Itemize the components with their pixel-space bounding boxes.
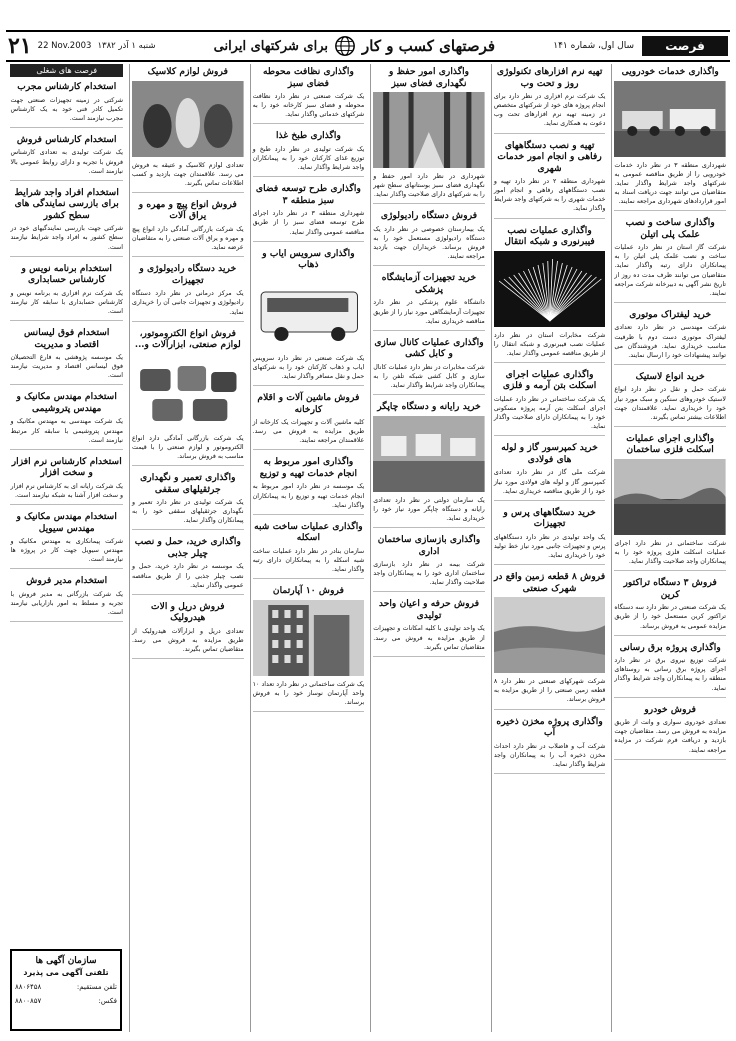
ad-title: واگذاری نظافت محوطه فضای سبز xyxy=(262,66,354,89)
ad-title: فروش ۸ قطعه زمین واقع در شهرک صنعتی xyxy=(493,571,606,594)
ad-body: کلیه ماشین آلات و تجهیزات یک کارخانه از طریق مزایده به فروش می رسد. علاقمندان مراجعه نمایند. xyxy=(252,419,365,445)
ad-title: واگذاری امور مربوط به انجام خدمات تهیه و توزیع xyxy=(259,456,358,479)
ad-title: واگذاری ساخت و نصب علمک پلی اتیلن xyxy=(625,217,715,240)
classified-ad xyxy=(253,585,365,712)
ad-body: شرکتی در زمینه تجهیزات صنعتی جهت تکمیل کادر فنی خود به یک کارشناس مجرب نیازمند است. xyxy=(10,96,124,122)
classified-ad xyxy=(614,217,726,303)
page-header xyxy=(6,30,730,62)
fax-number: ۸۸۰۰۸۵۷ xyxy=(15,997,42,1005)
ad-title: استخدام مهندس مکانیک و مهندس پتروشیمی xyxy=(16,391,117,414)
classified-ad xyxy=(253,66,365,124)
ad-title: استخدام مهندس مکانیک و مهندس سیویل xyxy=(16,511,117,534)
ad-body: شرکت پیمانکاری به مهندس مکانیک و مهندس سیویل جهت کار در پروژه ها نیازمند است. xyxy=(10,538,124,564)
ad-body: تعدادی لوازم کلاسیک و عتیقه به فروش می رسد. علاقمندان جهت بازدید و کسب اطلاعات تماس بگیرند. xyxy=(132,161,244,187)
ad-body: یک شرکت بازرگانی آمادگی دارد انواع الکتروموتور و لوازم صنعتی را با قیمت مناسب به فروش برساند. xyxy=(132,434,244,460)
ad-title: واگذاری طبخ غذا xyxy=(275,130,341,142)
ad-body: یک شرکت نرم افزاری در نظر دارد برای انجام پروژه های خود از شرکتهای متخصص در زمینه تهیه نرم افزارهای تحت وب دعوت به همکاری نماید. xyxy=(493,93,606,128)
ad-title: واگذاری عملیات ساخت شبه اسکله xyxy=(254,520,363,544)
ad-body: شرکت گاز استان در نظر دارد عملیات ساخت و نصب علمک پلی اتیلن را به پیمانکاران دارای رتبه واگذار نماید. متقاضیان می توانند ظرف مدت ده روز از تاریخ نشر آگهی به دبیرخانه شرکت مراجعه نمایند. xyxy=(614,244,726,297)
classified-ad xyxy=(494,66,606,134)
ad-title: فروش خودرو xyxy=(644,703,697,715)
classified-ad xyxy=(253,248,365,386)
columns-container xyxy=(8,64,728,1032)
classified-ad xyxy=(614,309,726,365)
ad-title: واگذاری عملیات اجرای اسکلت بتن آرمه و فلزی xyxy=(502,368,597,392)
classified-ad xyxy=(373,598,485,656)
ad-body: یک شرکت نرم افزاری به برنامه نویس و کارشناس حسابداری با سابقه کار نیازمند است. xyxy=(10,289,124,315)
ad-body: یک شرکت تولیدی در نظر دارد طبخ و توزیع غذای کارکنان خود را به پیمانکاران واجد شرایط واگذار نماید. xyxy=(252,145,365,172)
column-3 xyxy=(370,64,487,1032)
ad-title: خرید انواع لاستیک xyxy=(635,370,705,382)
ad-body: یک سازمان دولتی در نظر دارد تعدادی رایانه و دستگاه چاپگر مورد نیاز خود را خریداری نماید. xyxy=(373,496,485,522)
ad-body: شرکت مخابرات استان در نظر دارد عملیات نصب فیبرنوری و شبکه انتقال را از طریق مناقصه عمومی واگذار نماید. xyxy=(493,331,606,357)
ad-body: یک موسسه در نظر دارد خرید، حمل و نصب چیلر جذبی را از طریق مناقصه عمومی واگذار نماید. xyxy=(132,563,244,589)
ad-body: دانشگاه علوم پزشکی در نظر دارد تجهیزات آزمایشگاهی مورد نیاز را از طریق مناقصه خریداری نماید. xyxy=(373,299,485,325)
column-2 xyxy=(491,64,608,1032)
classified-ad xyxy=(10,134,123,181)
header-right xyxy=(553,36,730,56)
ad-body: یک شرکت صنعتی در نظر دارد سه دستگاه تراکتور کرین مستعمل خود را از طریق مزایده عمومی به فروش برساند. xyxy=(614,604,726,630)
ad-title: خرید دستگاه رادیولوژی و تجهیزات xyxy=(139,263,237,286)
classified-org-box xyxy=(10,949,122,1031)
classified-ad xyxy=(614,66,726,211)
ad-title: واگذاری اجرای عملیات اسکلت فلزی ساختمان xyxy=(626,432,715,456)
page-title: فرصتهای کسب و کار xyxy=(362,37,496,55)
classified-ad xyxy=(614,433,726,571)
org-slogan: تلفنی آگهی می پذیرد xyxy=(23,968,109,977)
ad-body: یک شرکت صنعتی در نظر دارد سرویس ایاب و ذهاب کارکنان خود را به شرکتهای حمل و نقل مسافر واگذار نماید. xyxy=(252,354,365,380)
ad-body: یک شرکت رایانه ای به کارشناس نرم افزار و سخت افزار آشنا به شبکه نیازمند است. xyxy=(10,482,124,499)
classified-ad xyxy=(10,187,123,257)
ad-title: فروش ۳ دستگاه تراکتور کرین xyxy=(623,577,717,600)
ad-photo xyxy=(614,459,726,535)
classified-ad xyxy=(132,263,244,321)
ad-photo xyxy=(614,81,726,157)
ad-body: شهرداری منطقه ۳ در نظر دارد اجرای طرح توسعه فضای سبز را از طریق مناقصه عمومی واگذار نماید. xyxy=(252,210,365,236)
ad-body: یک شرکت ساختمانی در نظر دارد عملیات اجرای اسکلت بتن آرمه پروژه مسکونی خود را به پیمانکاران دارای صلاحیت واگذار نماید. xyxy=(493,395,606,431)
ad-title: تهیه و نصب دستگاههای رفاهی و انجام امور خدمات شهری xyxy=(497,139,602,174)
ad-title: استخدام برنامه نویس و کارشناس حسابداری xyxy=(21,262,112,286)
column-4 xyxy=(250,64,367,1032)
ad-title: واگذاری خدمات خودرویی xyxy=(621,66,719,77)
page-subtitle: برای شرکتهای ایرانی xyxy=(213,38,329,54)
ad-body: شهرداری در نظر دارد امور حفظ و نگهداری فضای سبز بوستانهای سطح شهر را به شرکتهای دارای صلاحیت واگذار نماید. xyxy=(373,173,485,199)
ad-title: تهیه نرم افزارهای تکنولوژی روز و تحت وب xyxy=(496,66,603,89)
ad-title: خرید رایانه و دستگاه چاپگر xyxy=(377,401,481,413)
classified-ad xyxy=(253,456,365,514)
page-number: ۲۱ xyxy=(8,33,32,59)
ad-title: واگذاری پروژه مخزن ذخیره آب xyxy=(496,715,603,738)
ad-body: یک واحد تولیدی با کلیه امکانات و تجهیزات از طریق مزایده به فروش می رسد. متقاضیان تماس بگیرند. xyxy=(373,625,485,651)
phone-number: ۸۸۰۶۴۵۸ xyxy=(15,983,42,991)
org-phone-row xyxy=(15,983,117,991)
header-left xyxy=(6,33,155,59)
ad-title: واگذاری طرح توسعه فضای سبز منطقه ۳ xyxy=(255,183,361,206)
ad-title: واگذاری پروژه برق رسانی xyxy=(619,641,721,653)
fax-label: فکس: xyxy=(98,997,117,1005)
date-persian: شنبه ۱ آذر ۱۳۸۲ xyxy=(97,41,156,51)
ad-title: واگذاری تعمیر و نگهداری جرثقیلهای سقفی xyxy=(140,472,236,495)
org-fax-row xyxy=(15,997,117,1005)
ad-title: استخدام کارشناس نرم افزار و سخت افزار xyxy=(11,455,122,479)
ad-title: خرید کمپرسور گاز و لوله های فولادی xyxy=(501,442,598,465)
ad-body: یک شرکت مهندسی به مهندس مکانیک و مهندس پتروشیمی با سابقه کار مرتبط نیازمند است. xyxy=(10,418,124,444)
ad-title: استخدام کارشناس مجرب xyxy=(17,81,117,92)
ad-body: شرکت ملی گاز در نظر دارد تعدادی کمپرسور گاز و لوله های فولادی مورد نیاز خود را از طریق مناقصه خریداری نماید. xyxy=(493,469,606,495)
ad-title: واگذاری سرویس ایاب و ذهاب xyxy=(262,247,355,271)
header-center xyxy=(214,35,495,57)
ad-body: یک واحد تولیدی در نظر دارد دستگاههای پرس و تجهیزات جانبی مورد نیاز خط تولید خود را خریداری نماید. xyxy=(493,533,606,559)
ad-photo xyxy=(494,251,606,327)
classified-ad xyxy=(253,392,365,450)
ad-body: تعدادی خودروی سواری و وانت از طریق مزایده به فروش می رسد. متقاضیان جهت بازدید و دریافت فرم شرکت در مزایده مراجعه نمایند. xyxy=(614,719,726,754)
ad-title: واگذاری عملیات نصب فیبرنوری و شبکه انتقال xyxy=(504,224,595,247)
ad-body: یک شرکت بازرگانی به مدیر فروش با تجربه و مسلط به امور بازاریابی نیازمند است. xyxy=(10,590,124,617)
masthead-logo: فرصت xyxy=(642,36,728,56)
classified-ad xyxy=(614,642,726,698)
ad-body: شهرداری منطقه ۲ در نظر دارد تهیه و نصب دستگاههای رفاهی و انجام امور خدمات شهری را به شرکتهای واجد شرایط واگذار نماید. xyxy=(493,178,606,213)
ad-title: فروش انواع پیچ و مهره و یراق آلات xyxy=(138,198,237,222)
classified-ad xyxy=(373,401,485,528)
ad-title: خرید دستگاههای پرس و تجهیزات xyxy=(503,506,596,530)
section-tag: فرصت های شغلی xyxy=(10,64,123,77)
classified-ad xyxy=(10,391,123,449)
ad-photo xyxy=(132,81,244,157)
ad-photo xyxy=(253,274,365,350)
ad-title: خرید لیفتراک موتوری xyxy=(629,308,712,320)
classified-ad xyxy=(373,534,485,592)
ad-body: شهرداری منطقه ۳ در نظر دارد خدمات خودرویی را از طریق مناقصه عمومی به شرکتهای واجد شرایط واگذار نماید. متقاضیان می توانند جهت دریافت اسناد به امور قراردادهای شهرداری مراجعه نمایند. xyxy=(614,161,726,205)
classified-ad xyxy=(132,66,244,193)
ad-title: فروش لوازم کلاسیک xyxy=(147,66,228,77)
classified-ad xyxy=(494,225,606,363)
classified-ad xyxy=(10,511,123,569)
classified-ad xyxy=(10,575,123,622)
ad-body: یک بیمارستان خصوصی در نظر دارد یک دستگاه رادیولوژی مستعمل خود را به فروش برساند. خریداران جهت بازدید مراجعه نمایند. xyxy=(373,225,485,261)
ad-title: فروش انواع الکتروموتور، لوازم صنعتی، ابزارآلات و... xyxy=(134,327,241,351)
classified-ad xyxy=(494,716,606,774)
classified-ad xyxy=(10,456,123,505)
globe-icon xyxy=(334,35,356,57)
ad-title: استخدام کارشناس فروش xyxy=(16,133,117,145)
ad-body: یک شرکت صنعتی در نظر دارد نظافت محوطه و فضای سبز کارخانه خود را به شرکتهای خدماتی واگذار نماید. xyxy=(252,93,365,119)
column-5 xyxy=(129,64,246,1032)
ad-photo xyxy=(373,416,485,492)
ad-body: یک شرکت بازرگانی آمادگی دارد انواع پیچ و مهره و یراق آلات صنعتی را به متقاضیان عرضه نماید. xyxy=(132,225,244,252)
ad-title: استخدام مدیر فروش xyxy=(26,575,108,587)
ad-title: فروش حرفه و اعیان واحد تولیدی xyxy=(378,598,480,621)
classified-ad xyxy=(253,521,365,579)
ad-title: استخدام افراد واجد شرایط برای بازرسی نمایندگی های سطح کشور xyxy=(14,186,119,221)
classified-ad xyxy=(10,263,123,321)
ad-body: یک شرکت تولیدی به تعدادی کارشناس فروش با تجربه و دارای روابط عمومی بالا نیازمند است. xyxy=(10,149,124,175)
ad-body: تعدادی دریل و ابزارآلات هیدرولیک از طریق مزایده به فروش می رسد. متقاضیان تماس بگیرند. xyxy=(132,627,244,653)
ad-photo xyxy=(132,354,244,430)
ad-body: شرکت مهندسی در نظر دارد تعدادی لیفتراک موتوری دست دوم با ظرفیت مناسب خریداری نماید. فروشندگان می توانند پیشنهادات خود را ارسال نمایند. xyxy=(614,324,726,359)
ad-photo xyxy=(253,600,365,676)
classified-ad xyxy=(132,601,244,659)
classified-ad xyxy=(10,81,123,128)
date-english: 22 Nov.2003 xyxy=(37,41,92,51)
issue-info: سال اول، شماره ۱۴۱ xyxy=(553,41,634,51)
ad-body: یک موسسه در نظر دارد امور مربوط به انجام خدمات تهیه و توزیع را به پیمانکاران واگذار نماید. xyxy=(252,483,365,509)
ad-title: فروش ماشین آلات و اقلام کارخانه xyxy=(257,392,360,415)
ad-photo xyxy=(373,92,485,168)
classified-ad xyxy=(614,704,726,760)
classified-ad xyxy=(494,369,606,437)
ad-body: شرکت آب و فاضلاب در نظر دارد احداث مخزن ذخیره آب را به پیمانکاران واجد شرایط واگذار نماید. xyxy=(493,742,606,768)
classified-ad xyxy=(132,472,244,530)
ad-title: فروش دستگاه رادیولوژی xyxy=(380,210,478,222)
classified-ad xyxy=(132,328,244,466)
ad-body: یک مرکز درمانی در نظر دارد دستگاه رادیولوژی و تجهیزات جانبی آن را خریداری نماید. xyxy=(132,290,244,316)
ad-title: استخدام فوق لیسانس اقتصاد و مدیریت xyxy=(23,327,110,350)
phone-label: تلفن مستقیم: xyxy=(76,983,117,991)
ad-title: فروش ۱۰ آپارتمان xyxy=(272,585,344,597)
classified-ad xyxy=(10,327,123,385)
column-6 xyxy=(8,64,125,1032)
classified-ad xyxy=(494,442,606,500)
ad-body: شرکت حمل و نقل در نظر دارد انواع لاستیک خودروهای سنگین و سبک مورد نیاز خود را خریداری نماید. علاقمندان جهت اطلاعات بیشتر تماس بگیرند. xyxy=(614,386,726,421)
classified-ad xyxy=(253,130,365,177)
classified-ad xyxy=(494,140,606,219)
ad-title: واگذاری بازسازی ساختمان اداری xyxy=(377,534,481,557)
column-1 xyxy=(611,64,728,1032)
classified-ad xyxy=(132,199,244,257)
ad-body: یک شرکت تولیدی در نظر دارد تعمیر و نگهداری جرثقیلهای سقفی خود را به پیمانکاران واگذار نماید. xyxy=(132,499,244,525)
classified-ad xyxy=(373,337,485,395)
classified-ad xyxy=(132,536,244,594)
ad-body: یک موسسه پژوهشی به فارغ التحصیلان فوق لیسانس اقتصاد و مدیریت نیازمند است. xyxy=(10,354,124,380)
ad-body: شرکت مخابرات در نظر دارد عملیات کانال سازی و کابل کشی شبکه تلفن را به پیمانکاران واجد شرایط واگذار نماید. xyxy=(373,363,485,389)
classified-ad xyxy=(494,507,606,565)
classified-ad xyxy=(614,577,726,635)
org-title: سازمان آگهی ها xyxy=(35,956,97,966)
classified-ad xyxy=(253,183,365,241)
ad-body: سازمان بنادر در نظر دارد عملیات ساخت شبه اسکله را به پیمانکاران دارای رتبه واگذار نماید. xyxy=(252,547,365,573)
classified-ad xyxy=(373,272,485,330)
ad-title: واگذاری خرید، حمل و نصب چیلر جذبی xyxy=(134,536,241,559)
ad-photo xyxy=(494,597,606,673)
ad-body: شرکت ساختمانی در نظر دارد اجرای عملیات اسکلت فلزی پروژه خود را به پیمانکاران واجد صلاحیت واگذار نماید. xyxy=(614,539,726,566)
classified-ad xyxy=(494,571,606,709)
ad-body: شرکت توزیع نیروی برق در نظر دارد اجرای پروژه برق رسانی به روستاهای منطقه را به پیمانکاران واجد شرایط واگذار نماید. xyxy=(614,657,726,692)
ad-body: شرکتی جهت بازرسی نمایندگیهای خود در سطح کشور به افراد واجد شرایط نیازمند است. xyxy=(10,225,124,251)
ad-title: واگذاری امور حفظ و نگهداری فضای سبز xyxy=(388,66,470,89)
ad-body: شرکت بیمه در نظر دارد بازسازی ساختمان اداری خود را به پیمانکاران واجد صلاحیت واگذار نماید. xyxy=(373,561,485,587)
classified-ad xyxy=(373,66,485,204)
classified-ad xyxy=(373,210,485,266)
ad-body: یک شرکت ساختمانی در نظر دارد تعداد ۱۰ واحد آپارتمان نوساز خود را به فروش برساند. xyxy=(252,680,365,706)
ad-title: فروش دریل و الات هیدرولیک xyxy=(151,600,225,624)
classified-ad xyxy=(614,371,726,427)
ad-body: شرکت شهرکهای صنعتی در نظر دارد ۸ قطعه زمین صنعتی را از طریق مزایده به فروش برساند. xyxy=(493,678,606,704)
ad-title: واگذاری عملیات کانال سازی و کابل کشی xyxy=(374,336,484,360)
ad-title: خرید تجهیزات آزمایشگاه پزشکی xyxy=(381,272,477,295)
